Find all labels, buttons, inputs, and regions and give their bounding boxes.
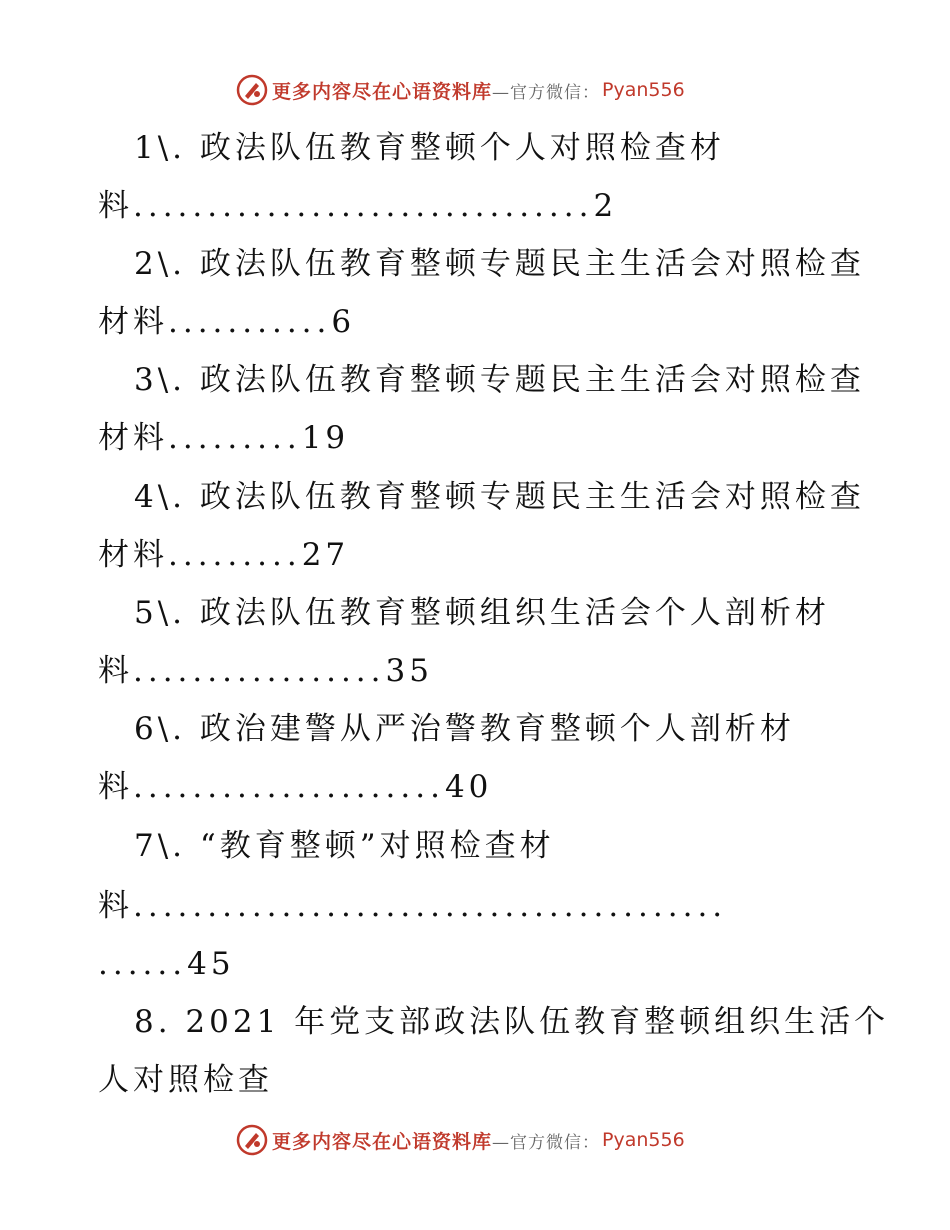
brand-logo-icon [236,1124,268,1156]
toc-page-number: 27 [301,537,350,573]
watermark-wechat-label: —官方微信： [492,82,601,103]
toc-entry-text: 材料 [98,537,168,573]
toc-entry-7-continuation [98,886,727,926]
watermark-wechat-label: —官方微信： [492,1132,601,1153]
toc-entry-2-title: 2\. 政法队伍教育整顿专题民主生活会对照检查 [134,246,865,282]
toc-entry-6-title: 6\. 政治建警从严治警教育整顿个人剖析材 [134,711,795,747]
toc-entry-text: 材料 [98,304,168,340]
toc-entry-5-title: 5\. 政法队伍教育整顿组织生活会个人剖析材 [134,595,830,631]
watermark-text: 更多内容尽在心语资料库 [272,1130,493,1153]
toc-leader-dots: ........... [168,304,332,340]
toc-entry-5-continuation [98,651,433,691]
watermark-wechat-id: Pyan556 [602,1129,685,1151]
toc-entry-text: 材料 [98,420,168,456]
toc-entry-3-continuation [98,418,349,458]
toc-entry-8-title: 8. 2021 年党支部政法队伍教育整顿组织生活个 [134,1004,890,1040]
toc-leader-dots: ............................... [133,188,594,224]
watermark-header [236,72,685,108]
toc-page-number: 2 [593,188,618,224]
toc-leader-dots: ...... [98,946,188,982]
toc-entry-6-continuation [98,767,492,807]
toc-entry-4-continuation [98,535,349,575]
watermark-text: 更多内容尽在心语资料库 [272,80,493,103]
toc-entry-1-title: 1\. 政法队伍教育整顿个人对照检查材 [134,130,725,166]
toc-page-number: 45 [187,946,235,982]
toc-entry-2-continuation [98,302,355,342]
toc-page-number: 19 [301,420,350,456]
toc-entry-text: 料 [98,769,133,805]
toc-entry-7-continuation-2 [98,944,235,984]
toc-leader-dots: ................. [133,653,386,689]
toc-entry-text: 料 [98,653,133,689]
toc-entry-text: 料 [98,888,133,924]
toc-entry-7-title: 7\. “教育整顿”对照检查材 [134,828,555,864]
watermark-wechat-id: Pyan556 [602,79,685,101]
toc-leader-dots: ........................................ [133,888,728,924]
toc-leader-dots: ......... [168,420,302,456]
toc-entry-3-title: 3\. 政法队伍教育整顿专题民主生活会对照检查 [134,362,865,398]
watermark-footer [236,1122,685,1158]
brand-logo-icon [236,74,268,106]
toc-entry-1-continuation [98,186,617,226]
toc-leader-dots: ..................... [133,769,445,805]
toc-entry-text: 料 [98,188,133,224]
toc-leader-dots: ......... [168,537,302,573]
toc-page-number: 6 [331,304,356,340]
toc-page-number: 40 [444,769,493,805]
toc-entry-8-continuation: 人对照检查 [98,1062,273,1098]
toc-entry-4-title: 4\. 政法队伍教育整顿专题民主生活会对照检查 [134,479,865,515]
toc-page-number: 35 [385,653,433,689]
